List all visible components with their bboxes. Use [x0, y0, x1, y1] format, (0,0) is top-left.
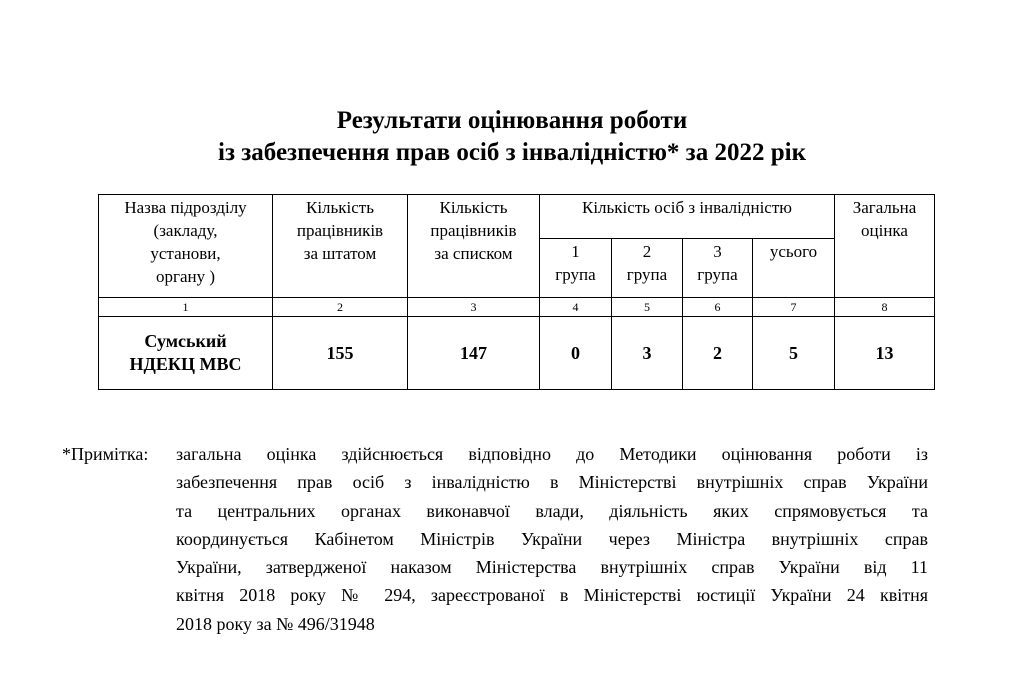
cell-group-1: 0: [540, 317, 612, 390]
column-number: 1: [99, 298, 273, 317]
header-group-3: 3 група: [683, 239, 753, 298]
note-text: [176, 440, 928, 638]
header-staff-by-list: Кількість працівників за списком: [408, 195, 540, 298]
column-number: 6: [683, 298, 753, 317]
title-line-2: із забезпечення прав осіб з інвалідністю* за 2022 рік: [218, 139, 806, 166]
column-number: 2: [273, 298, 408, 317]
cell-total: 5: [753, 317, 835, 390]
cell-group-2: 3: [612, 317, 683, 390]
cell-overall-score: 13: [835, 317, 935, 390]
header-unit-name: Назва підрозділу (закладу, установи, органу ): [99, 195, 273, 298]
header-total: усього: [753, 239, 835, 298]
note-line: загальна оцінка здійснюється відповідно до Методики оцінювання роботи із: [176, 444, 928, 464]
header-disabled-persons: Кількість осіб з інвалідністю: [540, 195, 835, 239]
column-number: 4: [540, 298, 612, 317]
header-group-1: 1 група: [540, 239, 612, 298]
cell-staff-by-schedule: 155: [273, 317, 408, 390]
results-table: [98, 194, 935, 390]
column-number: 8: [835, 298, 935, 317]
column-number: 3: [408, 298, 540, 317]
note-label: *Примітка:: [62, 444, 149, 464]
header-staff-by-schedule: Кількість працівників за штатом: [273, 195, 408, 298]
table-row: [99, 317, 935, 390]
note-line: квітня 2018 року № 294, зареєстрованої в Міністерстві юстиції України 24 квітня: [176, 585, 928, 606]
column-number: 5: [612, 298, 683, 317]
cell-group-3: 2: [683, 317, 753, 390]
note-line: України, затвердженої наказом Міністерства внутрішніх справ України від 11: [176, 557, 928, 578]
title-line-1: Результати оцінювання роботи: [336, 107, 688, 134]
note-line: забезпечення прав осіб з інвалідністю в Міністерстві внутрішніх справ України: [176, 472, 928, 493]
cell-unit-name: Сумський НДЕКЦ МВС: [99, 317, 273, 390]
note-line: 2018 року за № 496/31948: [176, 613, 375, 634]
header-group-2: 2 група: [612, 239, 683, 298]
column-number-row: [99, 298, 935, 317]
cell-staff-by-list: 147: [408, 317, 540, 390]
column-number: 7: [753, 298, 835, 317]
note-line: координується Кабінетом Міністрів України через Міністра внутрішніх справ: [176, 528, 928, 549]
note-line: та центральних органах виконавчої влади, діяльність яких спрямовується та: [176, 500, 928, 521]
header-overall-score: Загальна оцінка: [835, 195, 935, 298]
